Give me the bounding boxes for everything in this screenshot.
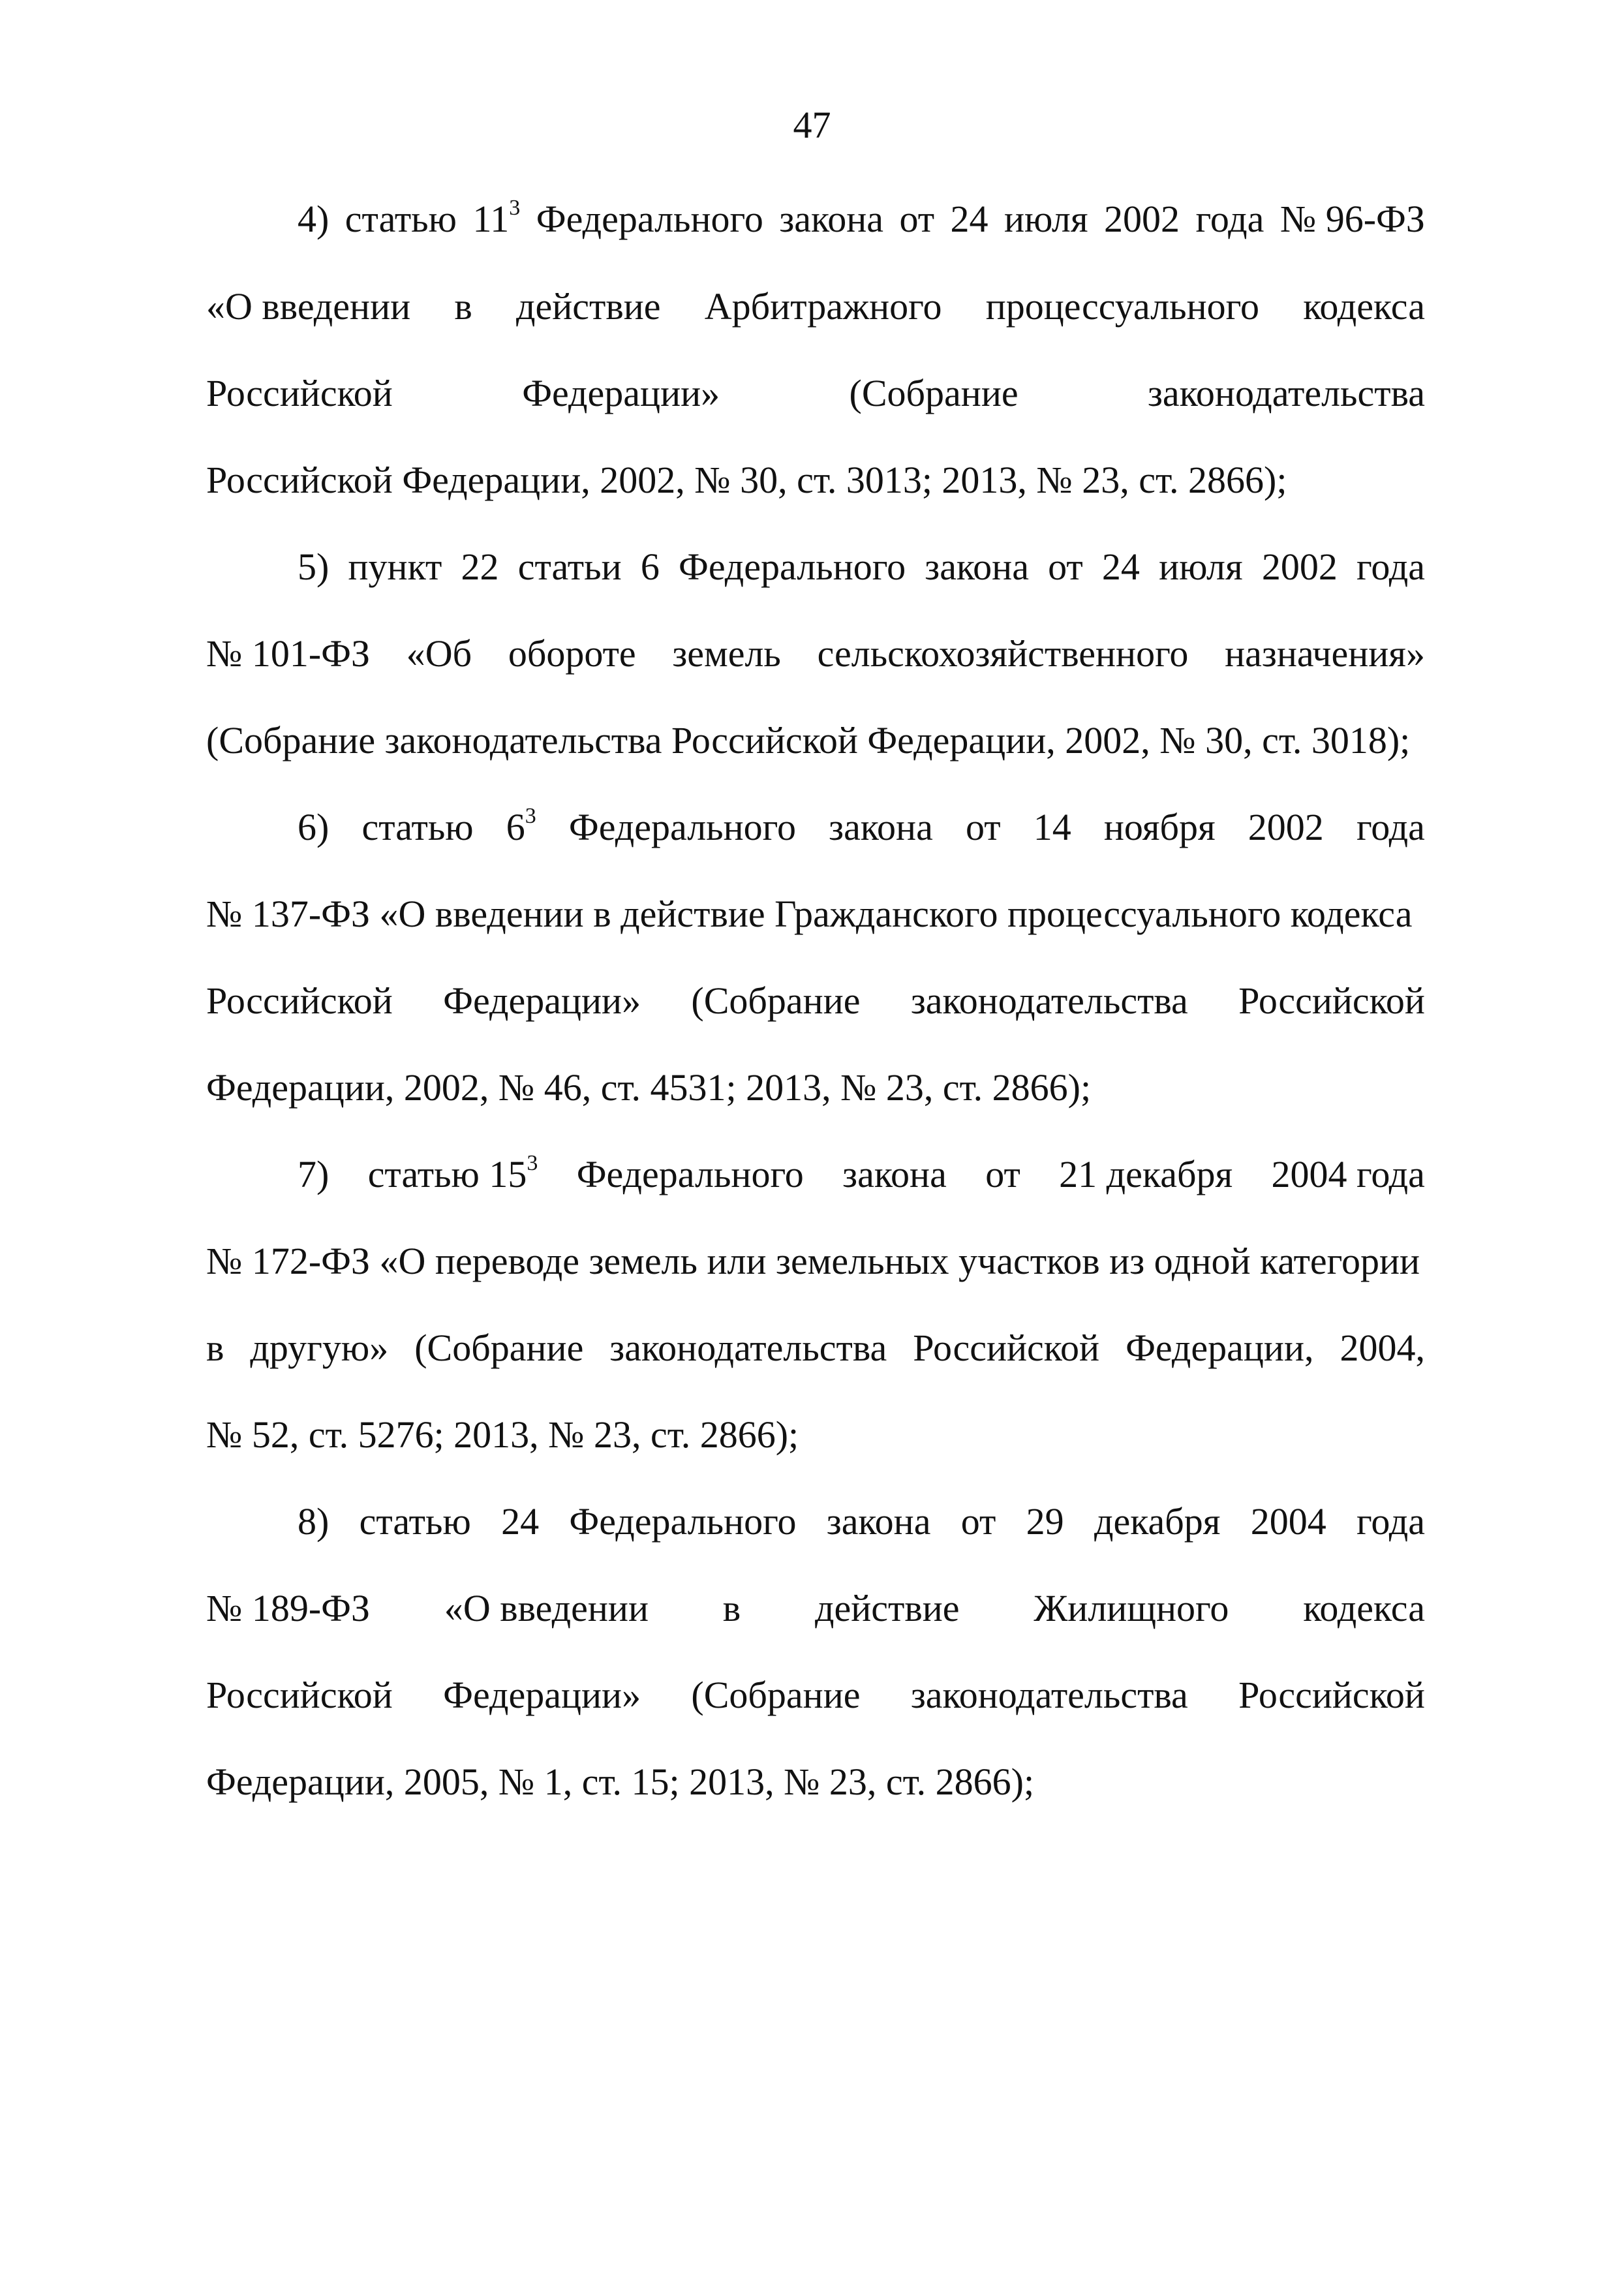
item-8-line-4: Федерации, 2005, № 1, ст. 15; 2013, № 23, ст. 2866); (206, 1761, 1035, 1803)
word: пункт (348, 546, 442, 588)
word: 2002 (1248, 806, 1324, 848)
word: Федерального (576, 1153, 804, 1195)
word: сельскохозяйственного (817, 632, 1189, 675)
word: земель (672, 632, 781, 675)
word: июля (1159, 546, 1243, 588)
superscript: 3 (509, 195, 521, 220)
item-7-line-1 (298, 1148, 1425, 1201)
law-number: № 101-ФЗ (206, 632, 371, 675)
superscript: 3 (527, 1150, 538, 1175)
word: «Об (406, 632, 472, 675)
word: Федерального (536, 198, 763, 240)
word: в (206, 1327, 224, 1369)
word: кодекса (1303, 285, 1425, 328)
word: «О введении (206, 285, 411, 328)
item-7-line-4: № 52, ст. 5276; 2013, № 23, ст. 2866); (206, 1413, 799, 1456)
law-number: № 96-ФЗ (1279, 198, 1425, 240)
word: 6 (640, 546, 660, 588)
word: Арбитражного (704, 285, 942, 328)
word: 24 (501, 1500, 540, 1543)
word: декабря (1094, 1500, 1221, 1543)
word: 24 (1101, 546, 1140, 588)
word: Федерации» (522, 372, 720, 414)
item-6-line-2: № 137-ФЗ «О введении в действие Гражданского процессуального кодекса (206, 893, 1413, 935)
word: Российской (206, 979, 393, 1022)
word: статью (361, 806, 474, 848)
word: Федерального (569, 1500, 797, 1543)
word: 2004 (1250, 1500, 1326, 1543)
word: (Собрание (691, 979, 861, 1022)
word: «О введении (444, 1587, 649, 1629)
word: кодекса (1303, 1587, 1425, 1629)
word: года (1356, 1500, 1425, 1543)
item-label: 7) (298, 1153, 329, 1195)
word: года (1356, 806, 1425, 848)
word: (Собрание (849, 372, 1019, 414)
word: 2002 (1261, 546, 1338, 588)
item-8-line-3 (206, 1669, 1425, 1721)
word: законодательства (1148, 372, 1425, 414)
word: в (722, 1587, 741, 1629)
word: действие (814, 1587, 960, 1629)
word: Федерального (568, 806, 797, 848)
item-4-line-4: Российской Федерации, 2002, № 30, ст. 3013; 2013, № 23, ст. 2866); (206, 459, 1287, 501)
word: процессуального (985, 285, 1259, 328)
item-5-line-3: (Собрание законодательства Российской Федерации, 2002, № 30, ст. 3018); (206, 719, 1411, 762)
word: Федерации» (443, 1674, 641, 1716)
word: другую» (250, 1327, 389, 1369)
superscript: 3 (525, 803, 536, 828)
item-8-line-2 (206, 1582, 1425, 1635)
word: Российской (1238, 1674, 1425, 1716)
word: закона (842, 1153, 947, 1195)
page-number: 47 (793, 104, 831, 146)
item-4-line-3 (206, 367, 1425, 420)
word: закона (779, 198, 883, 240)
word: Жилищного (1034, 1587, 1229, 1629)
word: действие (516, 285, 661, 328)
word: 24 (950, 198, 988, 240)
word: закона (826, 1500, 931, 1543)
word: (Собрание (414, 1327, 584, 1369)
word: от (899, 198, 935, 240)
word: назначения» (1225, 632, 1425, 675)
item-7-line-2: № 172-ФЗ «О переводе земель или земельных участков из одной категории (206, 1240, 1420, 1282)
word: обороте (508, 632, 636, 675)
word: (Собрание (691, 1674, 861, 1716)
word: законодательства (609, 1327, 887, 1369)
word: 14 (1033, 806, 1071, 848)
word: ноября (1103, 806, 1216, 848)
item-5-line-1 (298, 541, 1425, 593)
law-number: № 189-ФЗ (206, 1587, 371, 1629)
word: 2002 (1104, 198, 1180, 240)
word: от (960, 1500, 996, 1543)
article-number: статью $15^3$ (367, 1150, 538, 1195)
word: статьи (517, 546, 622, 588)
item-5-line-2 (206, 628, 1425, 680)
article-number: $6^3$ (506, 803, 536, 848)
word: законодательства (910, 979, 1188, 1022)
item-label: 8) (298, 1500, 329, 1543)
item-6-line-1 (298, 801, 1425, 854)
item-6-line-4: Федерации, 2002, № 46, ст. 4531; 2013, № 23, ст. 2866); (206, 1066, 1092, 1109)
word: 2004, (1340, 1327, 1425, 1369)
item-7-line-3 (206, 1322, 1425, 1374)
word: закона (829, 806, 933, 848)
word: 29 (1026, 1500, 1064, 1543)
word: Российской (913, 1327, 1100, 1369)
item-4-line-1 (298, 193, 1425, 245)
item-label: 5) (298, 546, 329, 588)
word: от (965, 806, 1001, 848)
word: статью (359, 1500, 471, 1543)
word: Федерации, (1126, 1327, 1314, 1369)
word: июля (1004, 198, 1088, 240)
item-4-line-2 (206, 281, 1425, 333)
word: от (1048, 546, 1083, 588)
word: 22 (461, 546, 499, 588)
word: Российской (206, 372, 393, 414)
article-number: $11^3$ (472, 195, 521, 240)
word: Российской (1238, 979, 1425, 1022)
word: 21 декабря (1059, 1153, 1233, 1195)
word: в (454, 285, 472, 328)
item-8-line-1 (298, 1496, 1425, 1548)
word: Федерального (679, 546, 906, 588)
word: от (985, 1153, 1020, 1195)
word: законодательства (910, 1674, 1188, 1716)
word: Федерации» (443, 979, 641, 1022)
word: Российской (206, 1674, 393, 1716)
word: закона (925, 546, 1029, 588)
word: 2004 года (1271, 1153, 1425, 1195)
item-label: 6) (298, 806, 329, 848)
item-label: 4) (298, 198, 329, 240)
word: года (1356, 546, 1425, 588)
word: года (1195, 198, 1264, 240)
word: статью (345, 198, 457, 240)
item-6-line-3 (206, 975, 1425, 1027)
